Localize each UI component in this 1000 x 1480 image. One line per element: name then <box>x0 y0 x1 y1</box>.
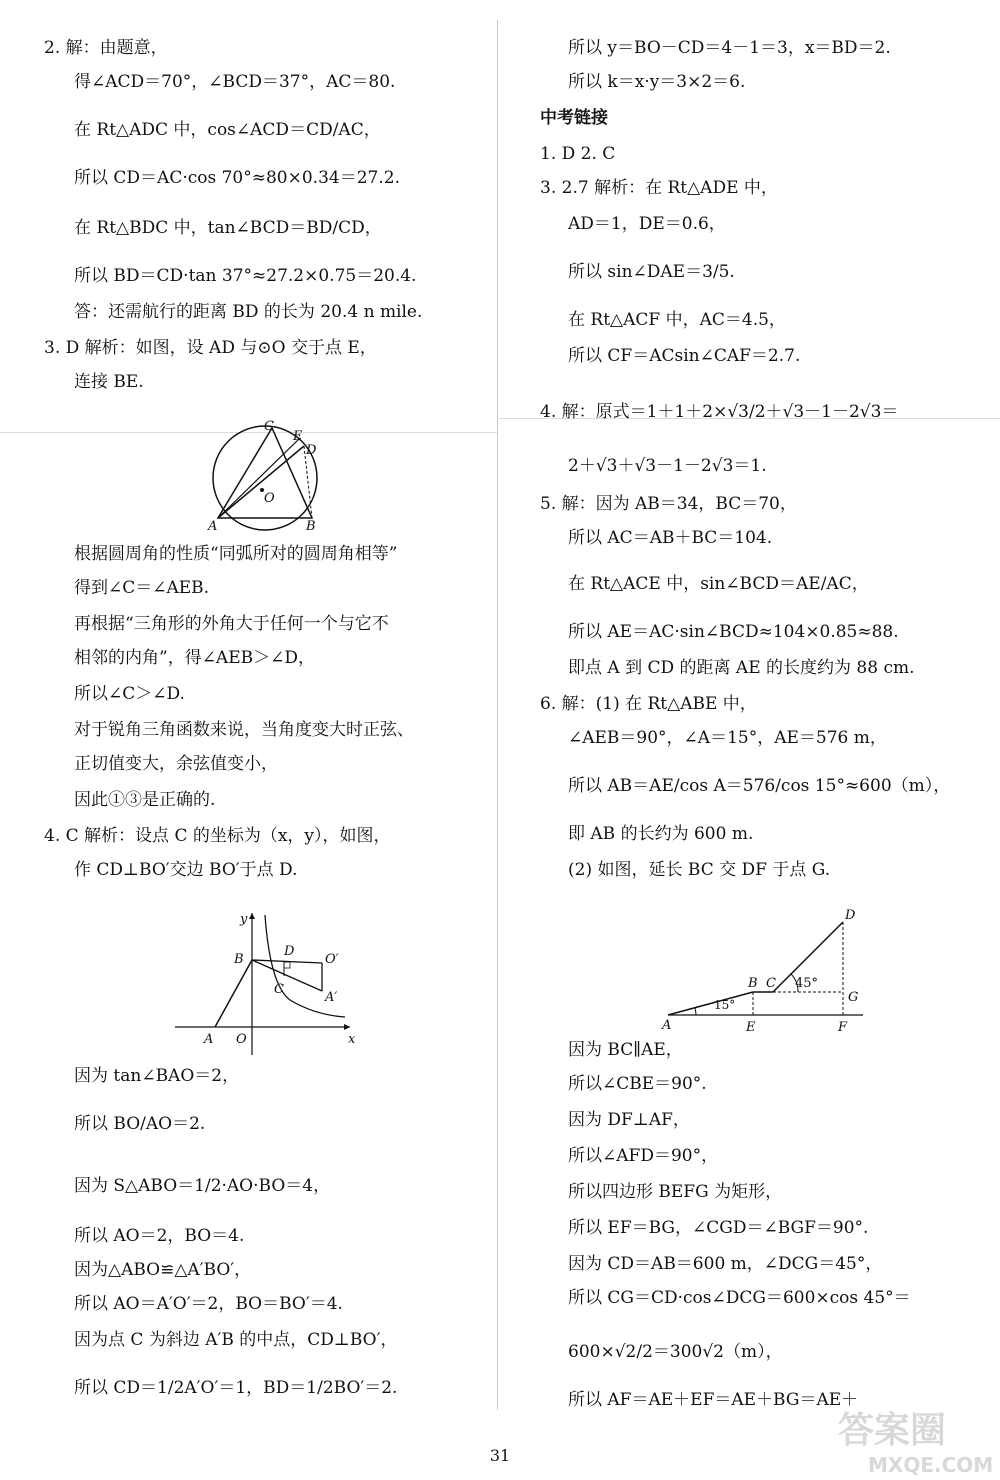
text-line: 对于锐角三角函数来说，当角度变大时正弦、 <box>74 720 414 740</box>
text-line: 所以四边形 BEFG 为矩形， <box>568 1182 783 1202</box>
text-line: 所以 sin∠DAE＝3/5. <box>568 262 735 282</box>
figure-slope <box>658 905 868 1035</box>
text-line: 因为 S△ABO＝1/2·AO·BO＝4， <box>74 1176 331 1196</box>
text-line: 在 Rt△ACE 中，sin∠BCD＝AE/AC， <box>568 574 869 594</box>
text-line: 因为 tan∠BAO＝2， <box>74 1066 240 1086</box>
text-line: 所以 CD＝AC·cos 70°≈80×0.34＝27.2. <box>74 168 400 188</box>
text-line: 所以 y＝BO－CD＝4－1＝3，x＝BD＝2. <box>568 38 891 58</box>
text-line: 再根据“三角形的外角大于任何一个与它不 <box>74 614 389 634</box>
text-line: 3. D 解析：如图，设 AD 与⊙O 交于点 E， <box>44 338 377 358</box>
text-line: 600×√2/2＝300√2（m）， <box>568 1342 783 1362</box>
text-line: 连接 BE. <box>74 372 144 392</box>
text-line: 6. 解：(1) 在 Rt△ABE 中， <box>540 694 757 714</box>
text-line: 正切值变大，余弦值变小， <box>74 754 278 774</box>
text-line: 因为 CD＝AB＝600 m，∠DCG＝45°， <box>568 1254 883 1274</box>
text-line: 相邻的内角”，得∠AEB＞∠D， <box>74 648 315 668</box>
text-line: 因为△ABO≌△A′BO′， <box>74 1260 252 1280</box>
fig2-label: y <box>240 912 248 927</box>
fig2-label: O <box>236 1032 247 1047</box>
fig3-label: A <box>662 1018 672 1033</box>
text-line: 所以 BO/AO＝2. <box>74 1114 206 1134</box>
fig2-label: O′ <box>325 952 339 967</box>
text-line: 5. 解：因为 AB＝34，BC＝70， <box>540 494 797 514</box>
text-line: 在 Rt△ADC 中，cos∠ACD＝CD/AC， <box>74 120 381 140</box>
text-line: 根据圆周角的性质“同弧所对的圆周角相等” <box>74 544 398 564</box>
text-line: (2) 如图，延长 BC 交 DF 于点 G. <box>568 860 831 880</box>
fig3-label: E <box>746 1020 756 1035</box>
watermark-logo <box>828 1400 1000 1480</box>
text-line: 所以∠C＞∠D. <box>74 684 185 704</box>
text-line: 1. D 2. C <box>540 144 616 164</box>
text-line: 在 Rt△BDC 中，tan∠BCD＝BD/CD， <box>74 218 382 238</box>
text-line: 所以 AO＝2，BO＝4. <box>74 1226 245 1246</box>
fig2-label: x <box>348 1032 356 1047</box>
text-line: 所以 BD＝CD·tan 37°≈27.2×0.75＝20.4. <box>74 266 417 286</box>
text-line: 所以 AB＝AE/cos A＝576/cos 15°≈600（m）， <box>568 776 951 796</box>
fig3-label: 15° <box>714 998 736 1012</box>
fig3-label: D <box>845 908 856 923</box>
text-line: 即点 A 到 CD 的距离 AE 的长度约为 88 cm. <box>568 658 915 678</box>
text-line: 4. 解：原式＝1＋1＋2×√3/2＋√3－1－2√3＝ <box>540 402 899 422</box>
fig3-label: G <box>848 990 859 1005</box>
text-line: 所以 AO＝A′O′＝2，BO＝BO′＝4. <box>74 1294 343 1314</box>
text-line: 因为点 C 为斜边 A′B 的中点，CD⊥BO′， <box>74 1330 398 1350</box>
fig3-label: B <box>748 976 758 991</box>
fig1-label: E <box>293 429 303 444</box>
figure-coordinate <box>170 905 370 1060</box>
fig3-label: 45° <box>795 976 819 991</box>
watermark-sub: MXQE.COM <box>868 1453 994 1477</box>
text-line: 2＋√3＋√3－1－2√3＝1. <box>568 456 767 476</box>
text-line: 所以 AC＝AB＋BC＝104. <box>568 528 773 548</box>
fig2-label: C <box>274 982 284 997</box>
text-line: 2. 解：由题意， <box>44 38 168 58</box>
page-number: 31 <box>489 1446 511 1465</box>
fig1-label: A <box>208 519 218 534</box>
text-line: 因为 BC∥AE， <box>568 1040 683 1060</box>
text-line: 得∠ACD＝70°，∠BCD＝37°，AC＝80. <box>74 72 396 92</box>
text-line: 即 AB 的长约为 600 m. <box>568 824 754 844</box>
fig3-label: C <box>766 976 776 991</box>
fig1-label: D <box>306 443 317 458</box>
text-line: 所以∠CBE＝90°. <box>568 1074 707 1094</box>
text-line: 所以 AE＝AC·sin∠BCD≈104×0.85≈88. <box>568 622 899 642</box>
fig2-label: A′ <box>325 990 338 1005</box>
text-line: 因为 DF⊥AF， <box>568 1110 690 1130</box>
fig2-label: D <box>284 944 295 959</box>
figure-circle-triangle <box>200 418 330 536</box>
text-line: 在 Rt△ACF 中，AC＝4.5， <box>568 310 786 330</box>
text-line: AD＝1，DE＝0.6， <box>568 214 726 234</box>
fig1-label: B <box>306 519 316 534</box>
fig3-label: F <box>838 1020 848 1035</box>
fig1-label: C <box>264 419 274 434</box>
text-line: 所以 CF＝ACsin∠CAF＝2.7. <box>568 346 801 366</box>
text-line: 得到∠C＝∠AEB. <box>74 578 210 598</box>
text-line: 因此①③是正确的. <box>74 790 216 810</box>
text-line: 所以 CD＝1/2A′O′＝1，BD＝1/2BO′＝2. <box>74 1378 398 1398</box>
text-line: 所以∠AFD＝90°， <box>568 1146 719 1166</box>
text-line: 作 CD⊥BO′交边 BO′于点 D. <box>74 860 298 880</box>
text-line: 3. 2.7 解析：在 Rt△ADE 中， <box>540 178 778 198</box>
section-heading: 中考链接 <box>540 108 608 128</box>
text-line: 所以 CG＝CD·cos∠DCG＝600×cos 45°＝ <box>568 1288 911 1308</box>
text-line: 所以 k＝x·y＝3×2＝6. <box>568 72 746 92</box>
fig2-label: B <box>234 952 244 967</box>
text-line: 答：还需航行的距离 BD 的长为 20.4 n mile. <box>74 302 423 322</box>
text-line: 所以 EF＝BG，∠CGD＝∠BGF＝90°. <box>568 1218 869 1238</box>
watermark-text: 答案圈 <box>838 1410 947 1451</box>
column-divider <box>497 20 498 1410</box>
fig2-label: A <box>204 1032 214 1047</box>
fig1-label: O <box>264 491 275 506</box>
text-line: 4. C 解析：设点 C 的坐标为（x，y），如图， <box>44 826 391 846</box>
text-line: 所以 AF＝AE＋EF＝AE＋BG＝AE＋ <box>568 1390 859 1410</box>
text-line: ∠AEB＝90°，∠A＝15°，AE＝576 m， <box>568 728 887 748</box>
